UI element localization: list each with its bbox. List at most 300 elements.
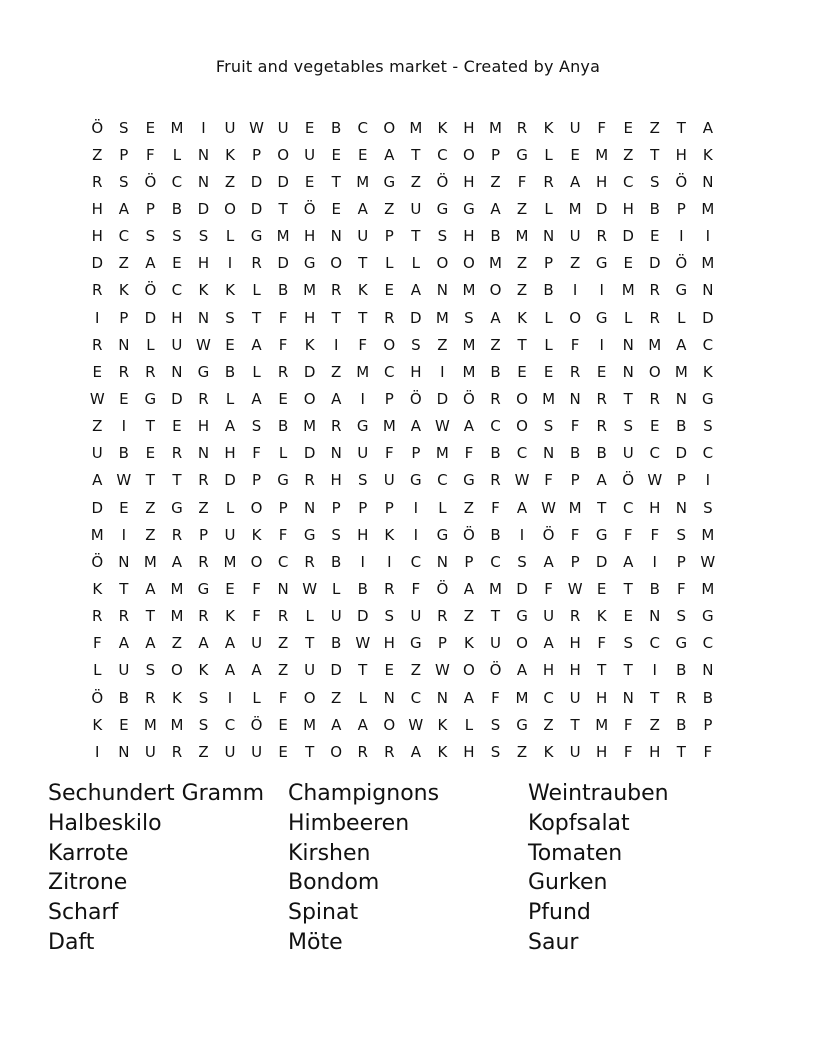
grid-letter: O [463, 145, 475, 164]
grid-letter: A [410, 281, 421, 300]
grid-letter: O [250, 498, 263, 517]
grid-row [84, 684, 721, 711]
grid-letter: K [702, 362, 713, 381]
grid-letter: B [331, 634, 342, 653]
letter-grid [84, 114, 721, 765]
grid-letter: M [276, 227, 290, 246]
grid-letter: M [382, 417, 396, 436]
grid-letter: S [676, 525, 687, 544]
grid-letter: S [331, 525, 341, 544]
grid-letter: G [436, 199, 449, 218]
grid-letter: Ö [144, 172, 157, 191]
grid-row [84, 358, 721, 385]
grid-letter: Z [331, 688, 342, 707]
grid-letter: N [197, 308, 210, 327]
grid-letter: A [118, 199, 129, 218]
grid-letter: A [357, 715, 368, 734]
grid-letter: S [384, 607, 395, 626]
grid-letter: Z [145, 498, 156, 517]
grid-letter: C [410, 688, 422, 707]
grid-letter: C [277, 552, 289, 571]
grid-letter: F [464, 444, 474, 463]
grid-letter: D [250, 172, 263, 191]
grid-letter: M [303, 417, 317, 436]
grid-letter: R [649, 389, 660, 408]
grid-letter: I [679, 227, 684, 246]
grid-letter: Z [410, 172, 421, 191]
grid-letter: M [489, 118, 502, 137]
grid-row [84, 304, 721, 331]
grid-letter: Z [516, 199, 528, 218]
grid-row [84, 250, 721, 277]
grid-letter: Ö [303, 199, 316, 218]
grid-letter: D [702, 308, 714, 327]
grid-letter: Ö [622, 471, 635, 490]
grid-letter: M [595, 715, 609, 734]
grid-letter: N [304, 498, 316, 517]
grid-letter: R [145, 688, 156, 707]
grid-letter: E [119, 498, 129, 517]
grid-letter: H [596, 742, 608, 761]
grid-letter: S [119, 172, 129, 191]
grid-letter: D [595, 552, 608, 571]
grid-letter: I [95, 308, 100, 327]
grid-letter: H [304, 227, 316, 246]
grid-letter: B [357, 579, 368, 598]
grid-letter: B [171, 199, 183, 218]
grid-letter: L [278, 444, 288, 463]
grid-letter: P [544, 254, 554, 273]
grid-letter: K [517, 308, 527, 327]
grid-letter: I [413, 498, 419, 517]
grid-letter: C [622, 172, 634, 191]
grid-letter: O [569, 308, 582, 327]
grid-letter: E [172, 417, 182, 436]
grid-letter: G [595, 308, 608, 327]
grid-letter: T [331, 172, 341, 191]
grid-letter: E [517, 362, 527, 381]
grid-letter: I [121, 525, 127, 544]
grid-letter: O [463, 254, 475, 273]
grid-letter: U [118, 661, 130, 680]
grid-letter: L [332, 579, 341, 598]
grid-letter: M [143, 715, 157, 734]
grid-letter: G [516, 715, 528, 734]
grid-letter: I [333, 335, 339, 354]
grid-letter: S [649, 172, 660, 191]
grid-letter: R [596, 417, 607, 436]
grid-letter: D [303, 362, 316, 381]
grid-letter: F [570, 525, 580, 544]
grid-letter: A [490, 308, 501, 327]
grid-letter: F [623, 742, 633, 761]
page-title: Fruit and vegetables market - Created by Anya [215, 57, 601, 76]
grid-letter: M [170, 607, 184, 626]
grid-letter: I [572, 281, 578, 300]
grid-letter: Z [463, 498, 475, 517]
grid-row [84, 440, 721, 467]
grid-letter: S [703, 498, 713, 517]
word-column [48, 779, 288, 958]
grid-letter: E [570, 145, 580, 164]
grid-letter: T [172, 471, 182, 490]
grid-letter: H [383, 634, 395, 653]
grid-letter: K [225, 607, 235, 626]
grid-letter: C [622, 498, 634, 517]
grid-letter: P [703, 715, 713, 734]
grid-letter: H [304, 308, 316, 327]
grid-letter: P [490, 145, 500, 164]
grid-letter: P [384, 227, 394, 246]
grid-letter: E [304, 172, 315, 191]
grid-letter: O [383, 715, 396, 734]
grid-letter: N [675, 389, 687, 408]
grid-letter: E [650, 227, 660, 246]
grid-letter: Z [145, 525, 156, 544]
grid-letter: T [278, 199, 288, 218]
grid-letter: A [596, 471, 607, 490]
grid-letter: I [705, 227, 711, 246]
search-word: Tomaten [528, 840, 623, 866]
grid-letter: E [384, 661, 395, 680]
grid-letter: K [596, 607, 607, 626]
grid-letter: R [145, 362, 156, 381]
grid-letter: W [355, 634, 371, 653]
grid-letter: D [436, 389, 449, 408]
grid-letter: E [623, 254, 633, 273]
grid-letter: Z [516, 281, 528, 300]
grid-letter: L [544, 145, 553, 164]
grid-row [84, 521, 721, 548]
grid-letter: S [543, 417, 554, 436]
grid-letter: T [119, 579, 129, 598]
grid-letter: F [544, 579, 553, 598]
word-column [288, 779, 528, 958]
grid-letter: M [701, 199, 715, 218]
grid-letter: A [384, 145, 395, 164]
grid-letter: G [171, 498, 183, 517]
grid-letter: B [277, 281, 289, 300]
grid-letter: O [463, 661, 475, 680]
grid-letter: B [331, 552, 342, 571]
grid-letter: W [302, 579, 318, 598]
grid-letter: N [436, 552, 448, 571]
search-word: Champignons [288, 781, 440, 806]
grid-letter: M [701, 254, 715, 273]
grid-letter: P [278, 498, 288, 517]
grid-letter: N [118, 335, 130, 354]
grid-letter: F [676, 579, 686, 598]
grid-letter: Z [92, 417, 103, 436]
grid-letter: A [410, 742, 421, 761]
grid-letter: Z [331, 362, 342, 381]
grid-letter: U [383, 471, 395, 490]
grid-letter: P [676, 552, 686, 571]
grid-letter: I [360, 389, 365, 408]
grid-letter: G [463, 199, 475, 218]
grid-letter: R [198, 607, 209, 626]
grid-letter: N [622, 362, 634, 381]
search-word: Kirshen [288, 840, 371, 866]
grid-letter: S [623, 634, 633, 653]
grid-letter: R [198, 471, 209, 490]
search-word: Weintrauben [528, 781, 669, 806]
search-word: Zitrone [48, 870, 128, 896]
grid-letter: N [197, 172, 210, 191]
grid-row [84, 738, 721, 765]
grid-letter: K [251, 525, 262, 544]
grid-letter: U [410, 199, 422, 218]
grid-letter: N [569, 389, 581, 408]
grid-row [84, 141, 721, 168]
grid-letter: H [91, 199, 103, 218]
grid-letter: M [595, 145, 609, 164]
grid-letter: O [171, 661, 183, 680]
grid-letter: I [227, 254, 233, 273]
grid-letter: E [92, 362, 103, 381]
grid-letter: L [252, 362, 261, 381]
grid-letter: I [360, 552, 365, 571]
grid-letter: L [544, 199, 553, 218]
search-word: Himbeeren [288, 810, 410, 836]
grid-letter: H [649, 742, 661, 761]
grid-letter: C [437, 471, 448, 490]
grid-letter: F [570, 417, 580, 436]
grid-letter: C [702, 335, 714, 354]
word-list [48, 779, 768, 958]
grid-letter: T [145, 471, 155, 490]
grid-letter: P [198, 525, 208, 544]
grid-letter: M [701, 525, 715, 544]
search-word: Kopfsalat [528, 810, 630, 836]
grid-letter: P [411, 444, 421, 463]
grid-letter: E [225, 335, 235, 354]
grid-letter: S [623, 417, 633, 436]
grid-row [84, 331, 721, 358]
grid-letter: O [383, 335, 396, 354]
grid-letter: N [118, 742, 130, 761]
grid-letter: D [595, 199, 608, 218]
grid-letter: B [649, 579, 660, 598]
grid-letter: U [304, 661, 316, 680]
grid-letter: P [676, 471, 686, 490]
grid-letter: I [201, 118, 206, 137]
grid-letter: W [647, 471, 663, 490]
grid-letter: A [118, 634, 129, 653]
grid-letter: L [252, 688, 261, 707]
grid-letter: M [621, 281, 635, 300]
grid-letter: P [570, 552, 580, 571]
grid-letter: U [224, 742, 236, 761]
grid-letter: B [490, 444, 501, 463]
grid-letter: D [648, 254, 661, 273]
grid-letter: W [567, 579, 583, 598]
grid-letter: S [198, 715, 209, 734]
grid-letter: H [622, 199, 634, 218]
grid-letter: F [252, 607, 261, 626]
grid-letter: Z [463, 607, 475, 626]
grid-letter: A [463, 417, 475, 436]
grid-letter: C [410, 552, 422, 571]
grid-letter: D [516, 579, 528, 598]
grid-letter: E [623, 607, 633, 626]
grid-letter: N [436, 281, 448, 300]
grid-letter: S [490, 742, 501, 761]
grid-letter: R [490, 389, 501, 408]
grid-letter: T [358, 308, 368, 327]
grid-letter: T [251, 308, 262, 327]
grid-letter: Z [277, 661, 289, 680]
grid-letter: K [225, 145, 235, 164]
grid-letter: L [544, 335, 553, 354]
grid-letter: I [705, 471, 711, 490]
grid-letter: Z [410, 661, 421, 680]
grid-letter: M [435, 444, 449, 463]
grid-letter: N [330, 444, 342, 463]
grid-letter: I [440, 362, 445, 381]
grid-letter: C [490, 552, 501, 571]
grid-letter: A [543, 552, 554, 571]
grid-letter: Ö [463, 389, 475, 408]
grid-letter: W [541, 498, 556, 517]
grid-letter: U [569, 688, 581, 707]
grid-letter: M [435, 308, 449, 327]
grid-letter: C [702, 634, 714, 653]
grid-letter: W [408, 715, 424, 734]
grid-letter: C [171, 172, 183, 191]
grid-letter: G [277, 471, 289, 490]
grid-letter: R [118, 362, 130, 381]
grid-letter: I [227, 688, 233, 707]
grid-letter: H [596, 688, 608, 707]
grid-letter: H [330, 471, 342, 490]
grid-letter: M [90, 525, 104, 544]
grid-letter: M [462, 281, 476, 300]
grid-letter: K [198, 281, 209, 300]
grid-letter: T [623, 579, 633, 598]
grid-letter: R [118, 607, 130, 626]
grid-letter: K [543, 742, 554, 761]
grid-letter: H [569, 634, 581, 653]
grid-letter: M [170, 579, 184, 598]
grid-letter: B [543, 281, 554, 300]
grid-letter: W [700, 552, 716, 571]
grid-letter: Z [516, 742, 528, 761]
grid-letter: Z [384, 199, 395, 218]
grid-letter: E [278, 389, 288, 408]
grid-letter: C [543, 688, 554, 707]
grid-letter: T [570, 715, 580, 734]
grid-letter: T [358, 661, 368, 680]
grid-letter: G [516, 145, 528, 164]
grid-letter: K [384, 525, 395, 544]
grid-letter: D [250, 199, 263, 218]
grid-letter: R [198, 552, 209, 571]
grid-letter: G [410, 634, 422, 653]
grid-letter: T [650, 688, 660, 707]
grid-letter: R [251, 254, 262, 273]
grid-letter: F [544, 471, 553, 490]
grid-letter: L [305, 607, 314, 626]
grid-letter: O [303, 389, 316, 408]
grid-letter: W [514, 471, 530, 490]
grid-letter: F [517, 172, 527, 191]
grid-letter: E [172, 254, 182, 273]
grid-letter: S [198, 227, 209, 246]
grid-letter: C [490, 417, 501, 436]
grid-letter: U [251, 634, 263, 653]
grid-letter: A [92, 471, 103, 490]
grid-letter: P [252, 471, 262, 490]
grid-letter: D [330, 661, 342, 680]
grid-letter: T [411, 145, 421, 164]
grid-letter: R [569, 362, 581, 381]
grid-row [84, 603, 721, 630]
grid-letter: F [252, 579, 261, 598]
grid-letter: R [384, 579, 395, 598]
grid-letter: A [543, 634, 554, 653]
grid-letter: Z [569, 254, 581, 273]
grid-letter: W [196, 335, 211, 354]
grid-letter: T [676, 118, 686, 137]
grid-letter: B [118, 444, 129, 463]
grid-letter: G [410, 471, 422, 490]
grid-letter: E [278, 742, 288, 761]
grid-letter: H [596, 172, 608, 191]
grid-letter: H [197, 254, 210, 273]
grid-letter: E [331, 145, 341, 164]
grid-row [84, 114, 721, 141]
grid-letter: A [145, 254, 156, 273]
grid-letter: T [623, 661, 633, 680]
grid-letter: O [330, 742, 343, 761]
grid-letter: F [597, 118, 606, 137]
word-column [528, 779, 768, 958]
grid-letter: U [144, 742, 156, 761]
grid-row [84, 630, 721, 657]
grid-letter: P [464, 552, 474, 571]
grid-letter: U [410, 607, 422, 626]
grid-letter: R [384, 308, 395, 327]
grid-letter: B [224, 362, 236, 381]
grid-letter: F [491, 688, 500, 707]
grid-row [84, 277, 721, 304]
grid-letter: H [569, 661, 581, 680]
grid-letter: G [675, 634, 688, 653]
grid-letter: S [437, 227, 448, 246]
grid-letter: S [517, 552, 527, 571]
grid-letter: M [143, 552, 157, 571]
grid-letter: F [623, 525, 633, 544]
grid-letter: U [622, 444, 634, 463]
grid-letter: B [596, 444, 607, 463]
grid-letter: A [623, 552, 634, 571]
grid-letter: N [118, 552, 130, 571]
grid-letter: F [278, 335, 288, 354]
grid-letter: K [92, 715, 103, 734]
grid-letter: O [516, 389, 528, 408]
grid-letter: O [303, 688, 316, 707]
grid-letter: C [649, 634, 660, 653]
grid-letter: N [436, 688, 448, 707]
grid-letter: U [304, 145, 316, 164]
search-word: Spinat [288, 900, 359, 926]
grid-letter: C [649, 444, 660, 463]
grid-letter: S [464, 308, 474, 327]
grid-letter: Z [118, 254, 129, 273]
grid-letter: D [277, 172, 289, 191]
grid-letter: M [515, 688, 529, 707]
